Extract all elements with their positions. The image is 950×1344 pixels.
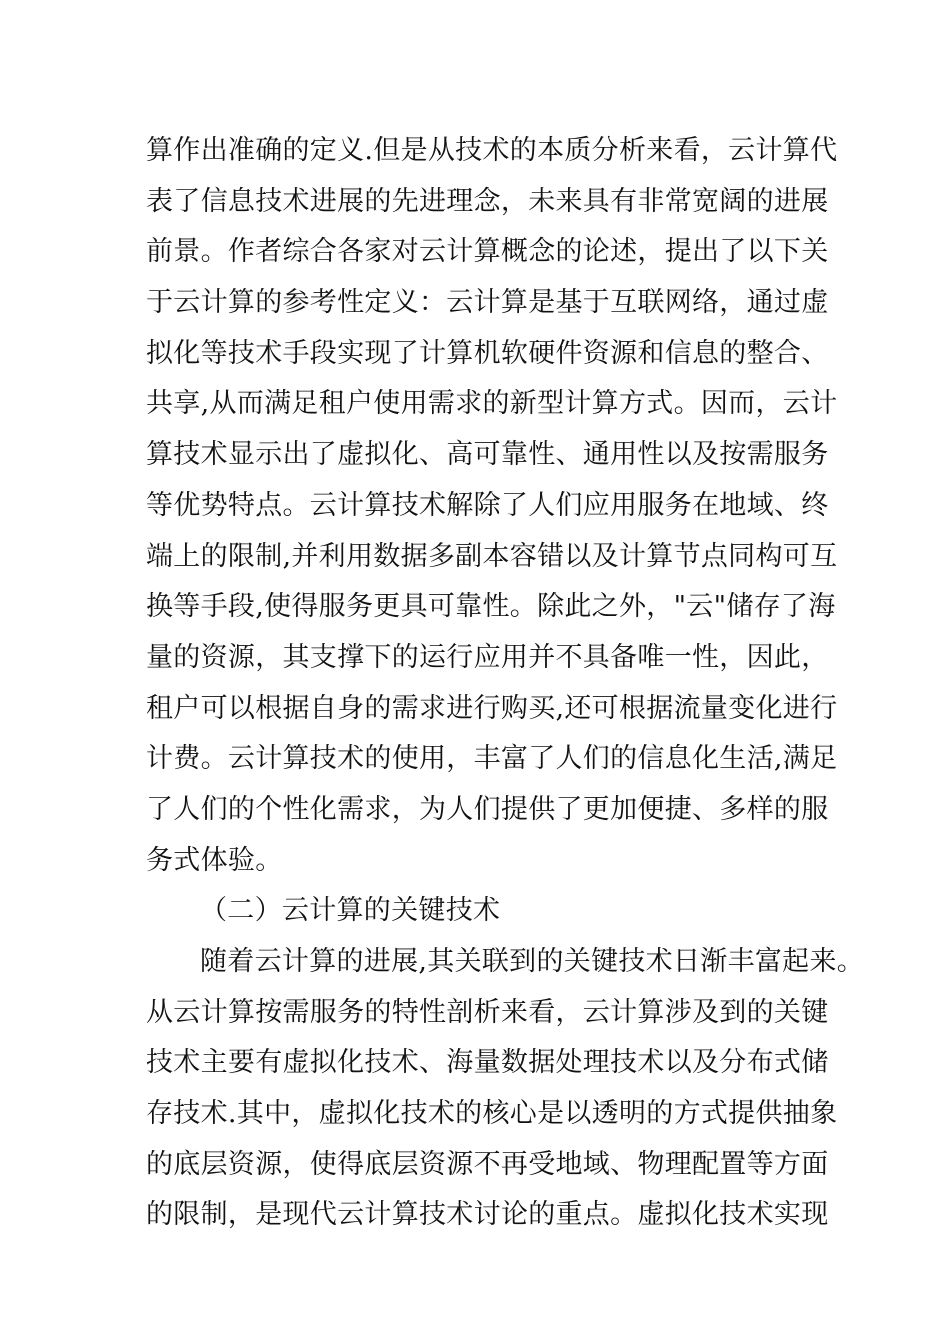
paragraph1-line-2: 表了信息技术进展的先进理念，未来具有非常宽阔的进展: [146, 185, 829, 217]
paragraph1-line-9: 端上的限制,并利用数据多副本容错以及计算节点同构可互: [146, 540, 838, 572]
paragraph2-line-3: 技术主要有虚拟化技术、海量数据处理技术以及分布式储: [146, 1047, 829, 1079]
paragraph2-line-5: 的底层资源，使得底层资源不再受地域、物理配置等方面: [146, 1148, 829, 1180]
paragraph1-line-10: 换等手段,使得服务更具可靠性。除此之外，"云"储存了海: [146, 591, 836, 623]
paragraph1-line-8: 等优势特点。云计算技术解除了人们应用服务在地域、终: [146, 489, 829, 521]
paragraph1-line-12: 租户可以根据自身的需求进行购买,还可根据流量变化进行: [146, 692, 838, 724]
paragraph1-line-11: 量的资源，其支撑下的运行应用并不具备唯一性，因此，: [146, 641, 829, 673]
paragraph1-line-6: 共享,从而满足租户使用需求的新型计算方式。因而，云计: [146, 388, 838, 420]
paragraph2-line-2: 从云计算按需服务的特性剖析来看，云计算涉及到的关键: [146, 996, 829, 1028]
document-body: [146, 126, 865, 1241]
paragraph1-line-3: 前景。作者综合各家对云计算概念的论述，提出了以下关: [146, 236, 829, 268]
paragraph1-line-14: 了人们的个性化需求，为人们提供了更加便捷、多样的服: [146, 793, 829, 825]
section-heading: （二）云计算的关键技术: [200, 895, 501, 927]
paragraph1-line-7: 算技术显示出了虚拟化、高可靠性、通用性以及按需服务: [146, 439, 829, 471]
paragraph1-line-13: 计费。云计算技术的使用，丰富了人们的信息化生活,满足: [146, 743, 838, 775]
paragraph1-line-4: 于云计算的参考性定义：云计算是基于互联网络，通过虚: [146, 287, 829, 319]
paragraph2-line-1: 随着云计算的进展,其关联到的关键技术日渐丰富起来。: [200, 946, 865, 977]
paragraph2-line-4: 存技术.其中，虚拟化技术的核心是以透明的方式提供抽象: [146, 1098, 838, 1130]
paragraph2-line-6: 的限制，是现代云计算技术讨论的重点。虚拟化技术实现: [146, 1199, 829, 1231]
paragraph1-line-15: 务式体验。: [146, 844, 283, 876]
paragraph1-line-5: 拟化等技术手段实现了计算机软硬件资源和信息的整合、: [146, 337, 829, 369]
paragraph1-line-1: 算作出准确的定义.但是从技术的本质分析来看，云计算代: [146, 135, 838, 166]
